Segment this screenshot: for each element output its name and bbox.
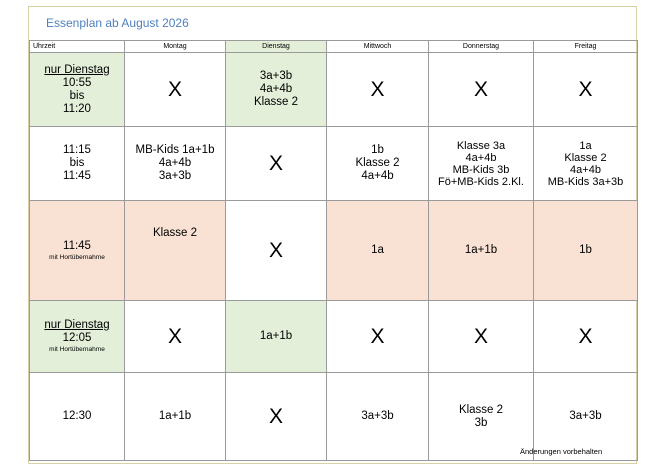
cell-montag [125, 201, 226, 301]
time-cell [30, 301, 125, 373]
class-entry: 1a [371, 244, 384, 256]
cell-mittwoch [327, 53, 429, 127]
cell-donnerstag [429, 53, 534, 127]
time-cell [30, 373, 125, 461]
table-row [30, 53, 638, 127]
time-line: 11:45 [63, 239, 91, 252]
class-entry: 3b [474, 416, 488, 429]
header-dienstag: Dienstag [226, 41, 327, 53]
none-mark: X [268, 404, 283, 428]
time-note: nur Dienstag [44, 319, 110, 331]
time-line: bis [69, 157, 85, 169]
time-note: nur Dienstag [44, 63, 110, 76]
table-row [30, 127, 638, 201]
class-entry: 1a+1b [158, 410, 192, 422]
class-entry: Klasse 2 [458, 403, 504, 416]
cell-dienstag [226, 201, 327, 301]
time-cell [30, 201, 125, 301]
class-entry: Klasse 2 [152, 227, 198, 239]
cell-montag [125, 373, 226, 461]
class-entry: 4a+4b [570, 163, 601, 176]
cell-dienstag [226, 53, 327, 127]
none-mark: X [473, 324, 488, 348]
none-mark: X [370, 77, 385, 101]
cell-donnerstag [429, 373, 534, 461]
class-entry: 1b [371, 144, 384, 156]
cell-montag [125, 53, 226, 127]
class-entry: 3a+3b [158, 170, 192, 182]
cell-freitag [534, 301, 638, 373]
class-entry: MB-Kids 1a+1b [135, 144, 215, 156]
class-entry: Klasse 3a [456, 139, 506, 152]
class-entry: 4a+4b [158, 157, 192, 169]
class-entry: 4a+4b [361, 170, 394, 182]
none-mark: X [578, 324, 593, 348]
class-entry: Klasse 2 [564, 151, 607, 164]
header-mittwoch: Mittwoch [327, 41, 429, 53]
time-line: bis [69, 89, 85, 102]
cell-montag [125, 301, 226, 373]
class-entry: 1a+1b [464, 244, 498, 256]
cell-donnerstag [429, 127, 534, 201]
cell-freitag [534, 53, 638, 127]
cell-mittwoch [327, 301, 429, 373]
none-mark: X [578, 77, 593, 101]
none-mark: X [268, 151, 283, 175]
header-montag: Montag [125, 41, 226, 53]
class-entry: 3a+3b [259, 70, 293, 82]
time-line: 12:05 [62, 332, 92, 344]
time-cell [30, 127, 125, 201]
header-row [30, 41, 638, 53]
time-line: 11:45 [63, 170, 91, 182]
class-entry: 3a+3b [569, 410, 602, 422]
cell-mittwoch [327, 373, 429, 461]
cell-mittwoch [327, 201, 429, 301]
cell-dienstag [226, 127, 327, 201]
page-title: Essenplan ab August 2026 [46, 16, 189, 30]
footer-note: Änderungen vorbehalten [520, 447, 603, 456]
time-line: 12:30 [62, 410, 92, 422]
time-line: 10:55 [62, 76, 92, 89]
cell-freitag [534, 127, 638, 201]
none-mark: X [167, 77, 182, 101]
header-uhrzeit: Uhrzeit [30, 41, 125, 53]
class-entry: Klasse 2 [355, 157, 400, 169]
class-entry: 1a [579, 139, 592, 152]
none-mark: X [370, 324, 385, 348]
class-entry: 3a+3b [361, 410, 394, 422]
cell-montag [125, 127, 226, 201]
time-line: 11:15 [63, 144, 91, 156]
meal-plan-table [29, 40, 638, 461]
time-line: 11:20 [63, 102, 91, 115]
none-mark: X [268, 238, 283, 262]
none-mark: X [473, 77, 488, 101]
class-entry: 1b [579, 244, 592, 256]
time-sub: mit Hortübernahme [49, 346, 105, 353]
table-row [30, 201, 638, 301]
cell-donnerstag [429, 301, 534, 373]
class-entry: 1a+1b [259, 330, 293, 342]
none-mark: X [167, 324, 182, 348]
class-entry: Klasse 2 [253, 96, 299, 108]
cell-dienstag [226, 301, 327, 373]
class-entry: 4a+4b [465, 151, 497, 164]
table-row [30, 301, 638, 373]
cell-dienstag [226, 373, 327, 461]
cell-mittwoch [327, 127, 429, 201]
cell-donnerstag [429, 201, 534, 301]
header-freitag: Freitag [534, 41, 638, 53]
header-donnerstag: Donnerstag [429, 41, 534, 53]
time-cell [30, 53, 125, 127]
class-entry: MB-Kids 3b [452, 163, 510, 176]
class-entry: Fö+MB-Kids 2.Kl. [438, 175, 524, 188]
class-entry: MB-Kids 3a+3b [547, 175, 624, 188]
time-sub: mit Hortübernahme [49, 253, 105, 261]
class-entry: 4a+4b [259, 83, 293, 95]
cell-freitag [534, 201, 638, 301]
